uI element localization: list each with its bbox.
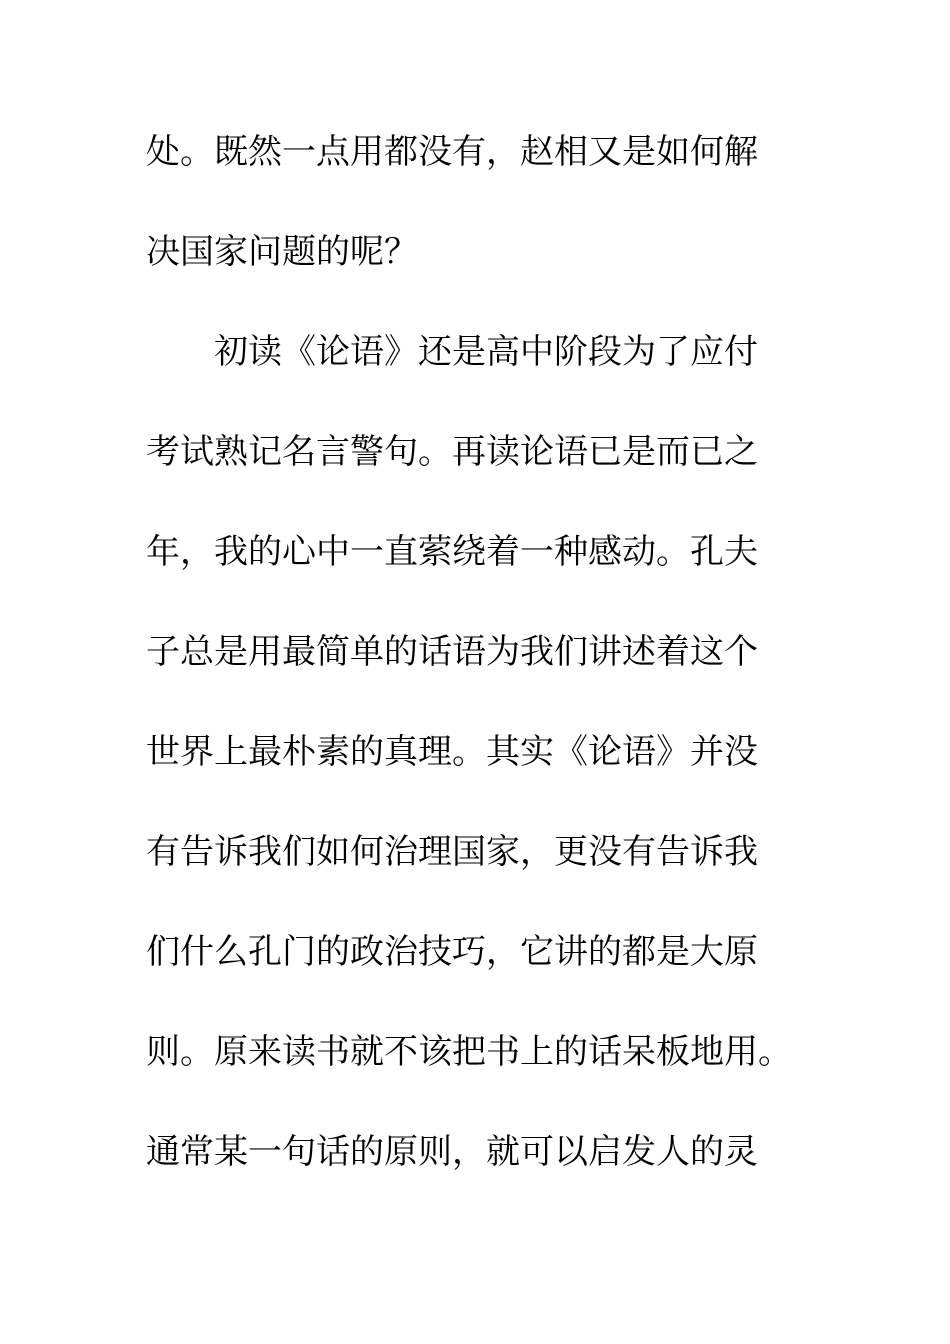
text-line-6: 子总是用最简单的话语为我们讲述着这个 — [146, 632, 758, 672]
text-line-5: 年，我的心中一直萦绕着一种感动。孔夫 — [146, 532, 758, 572]
text-line-1: 处。既然一点用都没有，赵相又是如何解 — [146, 132, 758, 172]
text-line-8: 有告诉我们如何治理国家，更没有告诉我 — [146, 832, 758, 872]
body-text — [146, 128, 846, 1228]
text-line-11: 通常某一句话的原则，就可以启发人的灵 — [146, 1132, 758, 1172]
text-line-9: 们什么孔门的政治技巧，它讲的都是大原 — [146, 932, 758, 972]
text-line-3: 初读《论语》还是高中阶段为了应付 — [214, 332, 758, 372]
text-line-4: 考试熟记名言警句。再读论语已是而已之 — [146, 432, 758, 472]
text-line-7: 世界上最朴素的真理。其实《论语》并没 — [146, 732, 758, 772]
text-line-10: 则。原来读书就不该把书上的话呆板地用。 — [146, 1032, 792, 1072]
text-line-2: 决国家问题的呢？ — [146, 232, 418, 272]
